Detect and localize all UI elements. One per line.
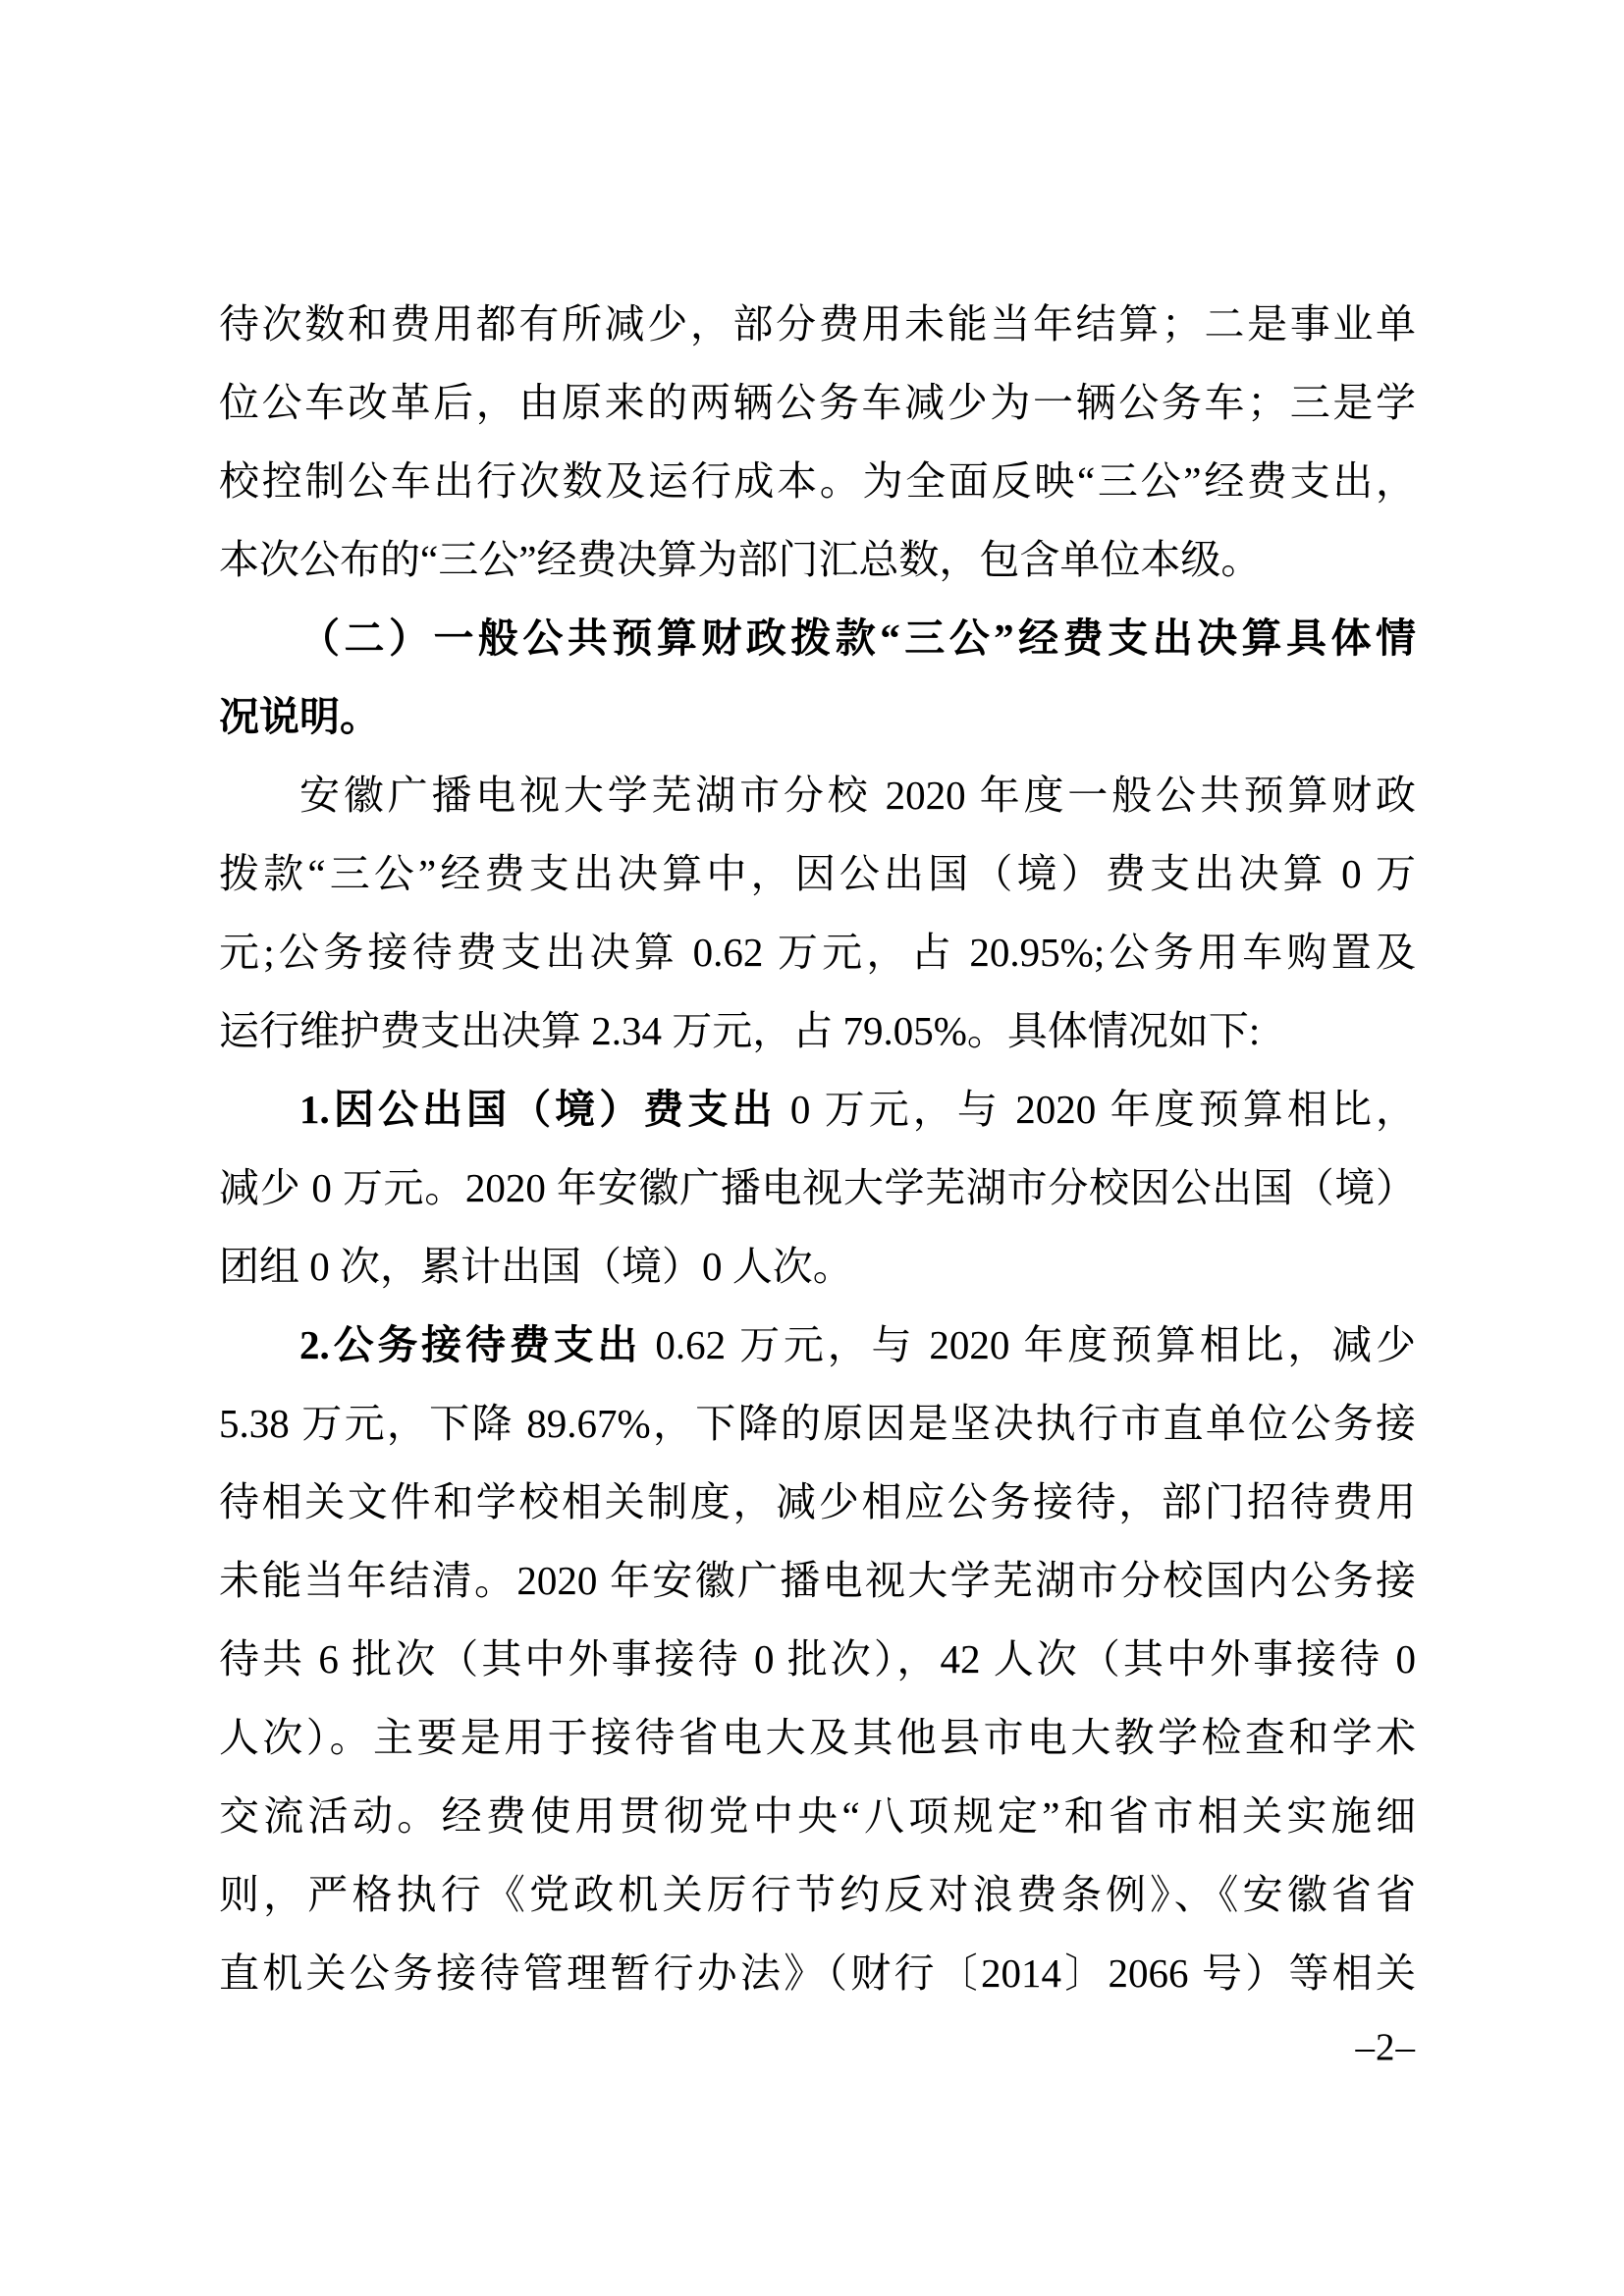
text-line (219, 599, 1416, 677)
document-body (219, 285, 1416, 2012)
text-line (219, 1541, 1416, 1620)
text-line (219, 1855, 1416, 1934)
text-segment: 减少 0 万元。2020 年安徽广播电视大学芜湖市分校因公出国（境） (219, 1165, 1416, 1210)
text-line (219, 285, 1416, 363)
text-segment: 运行维护费支出决算 2.34 万元，占 79.05%。具体情况如下: (219, 1008, 1261, 1053)
text-line (219, 834, 1416, 913)
text-segment: 拨款“三公”经费支出决算中，因公出国（境）费支出决算 0 万 (219, 851, 1416, 896)
text-segment: 交流活动。经费使用贯彻党中央“八项规定”和省市相关实施细 (219, 1793, 1416, 1839)
text-line (219, 991, 1416, 1070)
text-segment: 位公车改革后，由原来的两辆公务车减少为一辆公务车；三是学 (219, 380, 1416, 425)
text-segment: 0.62 万元，与 2020 年度预算相比，减少 (641, 1322, 1416, 1367)
text-line (219, 913, 1416, 991)
text-line (219, 520, 1416, 599)
text-segment: 安徽广播电视大学芜湖市分校 2020 年度一般公共预算财政 (299, 773, 1416, 818)
text-line (219, 363, 1416, 442)
page-number: –2– (1355, 2026, 1416, 2068)
text-segment: 5.38 万元，下降 89.67%，下降的原因是坚决执行市直单位公务接 (219, 1401, 1416, 1446)
text-segment: 0 万元，与 2020 年度预算相比， (776, 1087, 1417, 1132)
text-line (219, 756, 1416, 834)
text-line (219, 1148, 1416, 1227)
text-segment: 校控制公车出行次数及运行成本。为全面反映“三公”经费支出， (219, 458, 1416, 504)
text-line (219, 442, 1416, 520)
text-segment: 待相关文件和学校相关制度，减少相应公务接待，部门招待费用 (219, 1479, 1416, 1524)
text-segment: 未能当年结清。2020 年安徽广播电视大学芜湖市分校国内公务接 (219, 1558, 1416, 1603)
text-line (219, 1384, 1416, 1463)
text-segment: 直机关公务接待管理暂行办法》（财行〔2014〕2066 号）等相关 (219, 1950, 1416, 1996)
text-segment: 本次公布的“三公”经费决算为部门汇总数，包含单位本级。 (219, 537, 1262, 582)
text-segment: 人次）。主要是用于接待省电大及其他县市电大教学检查和学术 (219, 1715, 1416, 1760)
text-segment: 待次数和费用都有所减少，部分费用未能当年结算；二是事业单 (219, 301, 1416, 347)
text-segment: 则，严格执行《党政机关厉行节约反对浪费条例》、《安徽省省 (219, 1872, 1416, 1917)
text-line (219, 677, 1416, 756)
bold-text-segment: 1.因公出国（境）费支出 (299, 1087, 777, 1132)
text-line (219, 1698, 1416, 1777)
text-line (219, 1777, 1416, 1855)
text-line (219, 1620, 1416, 1698)
page-footer (219, 2024, 1416, 2071)
text-line (219, 1934, 1416, 2012)
text-line (219, 1227, 1416, 1306)
bold-text-segment: 2.公务接待费支出 (299, 1322, 642, 1367)
text-line (219, 1463, 1416, 1541)
bold-text-segment: （二）一般公共预算财政拨款“三公”经费支出决算具体情 (299, 615, 1416, 661)
text-segment: 元;公务接待费支出决算 0.62 万元，占 20.95%;公务用车购置及 (219, 930, 1416, 975)
bold-text-segment: 况说明。 (219, 694, 380, 739)
text-line (219, 1070, 1416, 1148)
text-segment: 待共 6 批次（其中外事接待 0 批次），42 人次（其中外事接待 0 (219, 1636, 1416, 1682)
text-segment: 团组 0 次，累计出国（境）0 人次。 (219, 1244, 853, 1289)
text-line (219, 1306, 1416, 1384)
